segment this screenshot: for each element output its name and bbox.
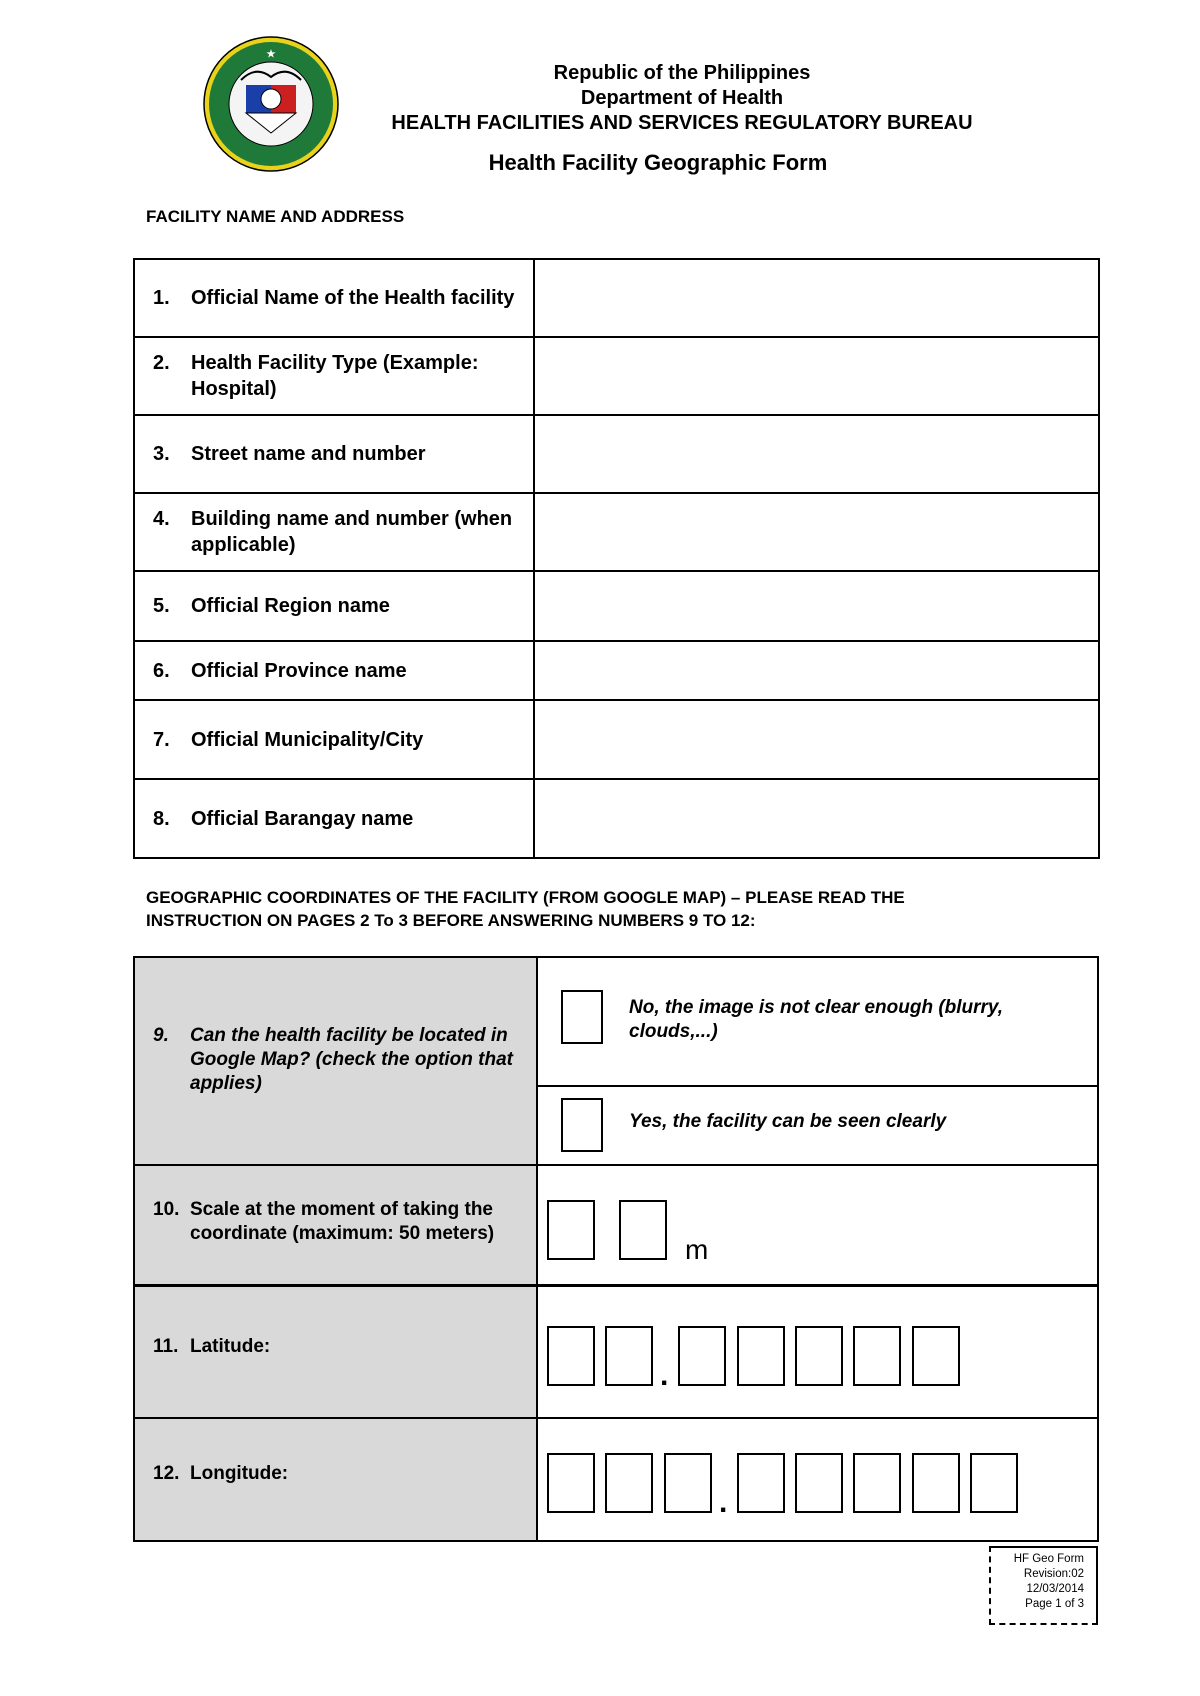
row-label-cell	[134, 259, 534, 337]
longitude-digit-box[interactable]	[547, 1453, 595, 1513]
facility-address-table	[133, 258, 1100, 859]
longitude-digit-box[interactable]	[664, 1453, 712, 1513]
question-text: Longitude:	[190, 1463, 289, 1484]
question-number: 11.	[153, 1336, 179, 1357]
latitude-digit-box[interactable]	[795, 1326, 843, 1386]
row-number: 6.	[153, 659, 170, 682]
longitude-digit-box[interactable]	[795, 1453, 843, 1513]
street-field[interactable]	[534, 415, 1099, 493]
building-field[interactable]	[534, 493, 1099, 571]
row-label-cell	[134, 700, 534, 779]
row-label: Health Facility Type (Example: Hospital)	[191, 352, 479, 400]
barangay-field[interactable]	[534, 779, 1099, 858]
longitude-digit-box[interactable]	[970, 1453, 1018, 1513]
row-label: Official Barangay name	[191, 807, 414, 830]
official-name-field[interactable]	[534, 259, 1099, 337]
row-number: 7.	[153, 728, 170, 751]
row-label: Official Province name	[191, 659, 407, 682]
row-label-cell	[134, 415, 534, 493]
longitude-decimal-point: .	[719, 1486, 728, 1519]
section-heading-coordinates-line2: INSTRUCTION ON PAGES 2 To 3 BEFORE ANSWERING NUMBERS 9 TO 12:	[146, 911, 756, 930]
option-seen-clearly-label: Yes, the facility can be seen clearly	[629, 1111, 947, 1132]
row-divider	[537, 1085, 1099, 1087]
header-line-republic: Republic of the Philippines	[553, 62, 811, 84]
longitude-digit-box[interactable]	[737, 1453, 785, 1513]
latitude-decimal-point: .	[660, 1359, 669, 1392]
header-line-department: Department of Health	[580, 87, 784, 109]
row-number: 4.	[153, 508, 170, 530]
latitude-digit-box[interactable]	[853, 1326, 901, 1386]
scale-digit-box[interactable]	[619, 1200, 667, 1260]
question-10-label	[153, 1198, 533, 1246]
row-divider	[133, 1284, 1099, 1287]
revision-box	[989, 1546, 1098, 1625]
row-label: Building name and number (when applicable)	[191, 508, 513, 556]
row-label: Street name and number	[191, 443, 426, 465]
question-number: 10.	[153, 1199, 180, 1220]
row-label-cell	[134, 493, 534, 571]
scale-digit-box[interactable]	[547, 1200, 595, 1260]
municipality-field[interactable]	[534, 700, 1099, 779]
question-11-label	[153, 1336, 270, 1358]
region-field[interactable]	[534, 571, 1099, 641]
row-label: Official Name of the Health facility	[191, 287, 515, 309]
page-number: Page 1 of 3	[1025, 1598, 1084, 1610]
row-number: 3.	[153, 443, 170, 465]
row-divider	[133, 1417, 1099, 1419]
revision-date: 12/03/2014	[1026, 1583, 1084, 1595]
option-not-clear-label: No, the image is not clear enough (blurry, clouds,...)	[629, 997, 1004, 1042]
row-label-cell	[134, 779, 534, 858]
checkbox-not-clear[interactable]	[561, 990, 603, 1044]
row-divider	[133, 1164, 1099, 1166]
row-number: 8.	[153, 807, 170, 830]
question-12-label	[153, 1463, 288, 1485]
section-heading-facility: FACILITY NAME AND ADDRESS	[146, 207, 405, 226]
latitude-digit-box[interactable]	[737, 1326, 785, 1386]
form-title: Health Facility Geographic Form	[488, 150, 828, 175]
form-code: HF Geo Form	[1013, 1553, 1084, 1565]
question-text: Can the health facility be located in Google Map? (check the option that applies)	[190, 1025, 513, 1094]
longitude-digit-box[interactable]	[912, 1453, 960, 1513]
scale-unit: m	[685, 1234, 709, 1265]
row-label-cell	[134, 571, 534, 641]
question-text: Scale at the moment of taking the coordinate (maximum: 50 meters)	[190, 1199, 495, 1244]
row-number: 5.	[153, 595, 170, 617]
checkbox-seen-clearly[interactable]	[561, 1098, 603, 1152]
column-divider	[536, 956, 538, 1542]
revision-number: Revision:02	[1023, 1568, 1084, 1580]
longitude-digit-box[interactable]	[605, 1453, 653, 1513]
province-field[interactable]	[534, 641, 1099, 700]
row-label-cell	[134, 641, 534, 700]
question-text: Latitude:	[190, 1336, 271, 1357]
latitude-digit-box[interactable]	[678, 1326, 726, 1386]
question-number: 9.	[153, 1025, 169, 1046]
row-number: 2.	[153, 352, 170, 374]
row-number: 1.	[153, 287, 170, 309]
longitude-digit-box[interactable]	[853, 1453, 901, 1513]
question-number: 12.	[153, 1463, 180, 1484]
section-heading-coordinates: GEOGRAPHIC COORDINATES OF THE FACILITY (FROM GOOGLE MAP) – PLEASE READ THE	[146, 888, 905, 907]
svg-text:★: ★	[266, 49, 276, 60]
question-9-label	[153, 1024, 533, 1096]
latitude-digit-box[interactable]	[912, 1326, 960, 1386]
row-label-cell	[134, 337, 534, 415]
row-label: Official Municipality/City	[191, 728, 424, 751]
row-label: Official Region name	[191, 595, 390, 617]
latitude-digit-box[interactable]	[605, 1326, 653, 1386]
latitude-digit-box[interactable]	[547, 1326, 595, 1386]
header-line-bureau: HEALTH FACILITIES AND SERVICES REGULATORY BUREAU	[391, 112, 973, 134]
facility-type-field[interactable]	[534, 337, 1099, 415]
